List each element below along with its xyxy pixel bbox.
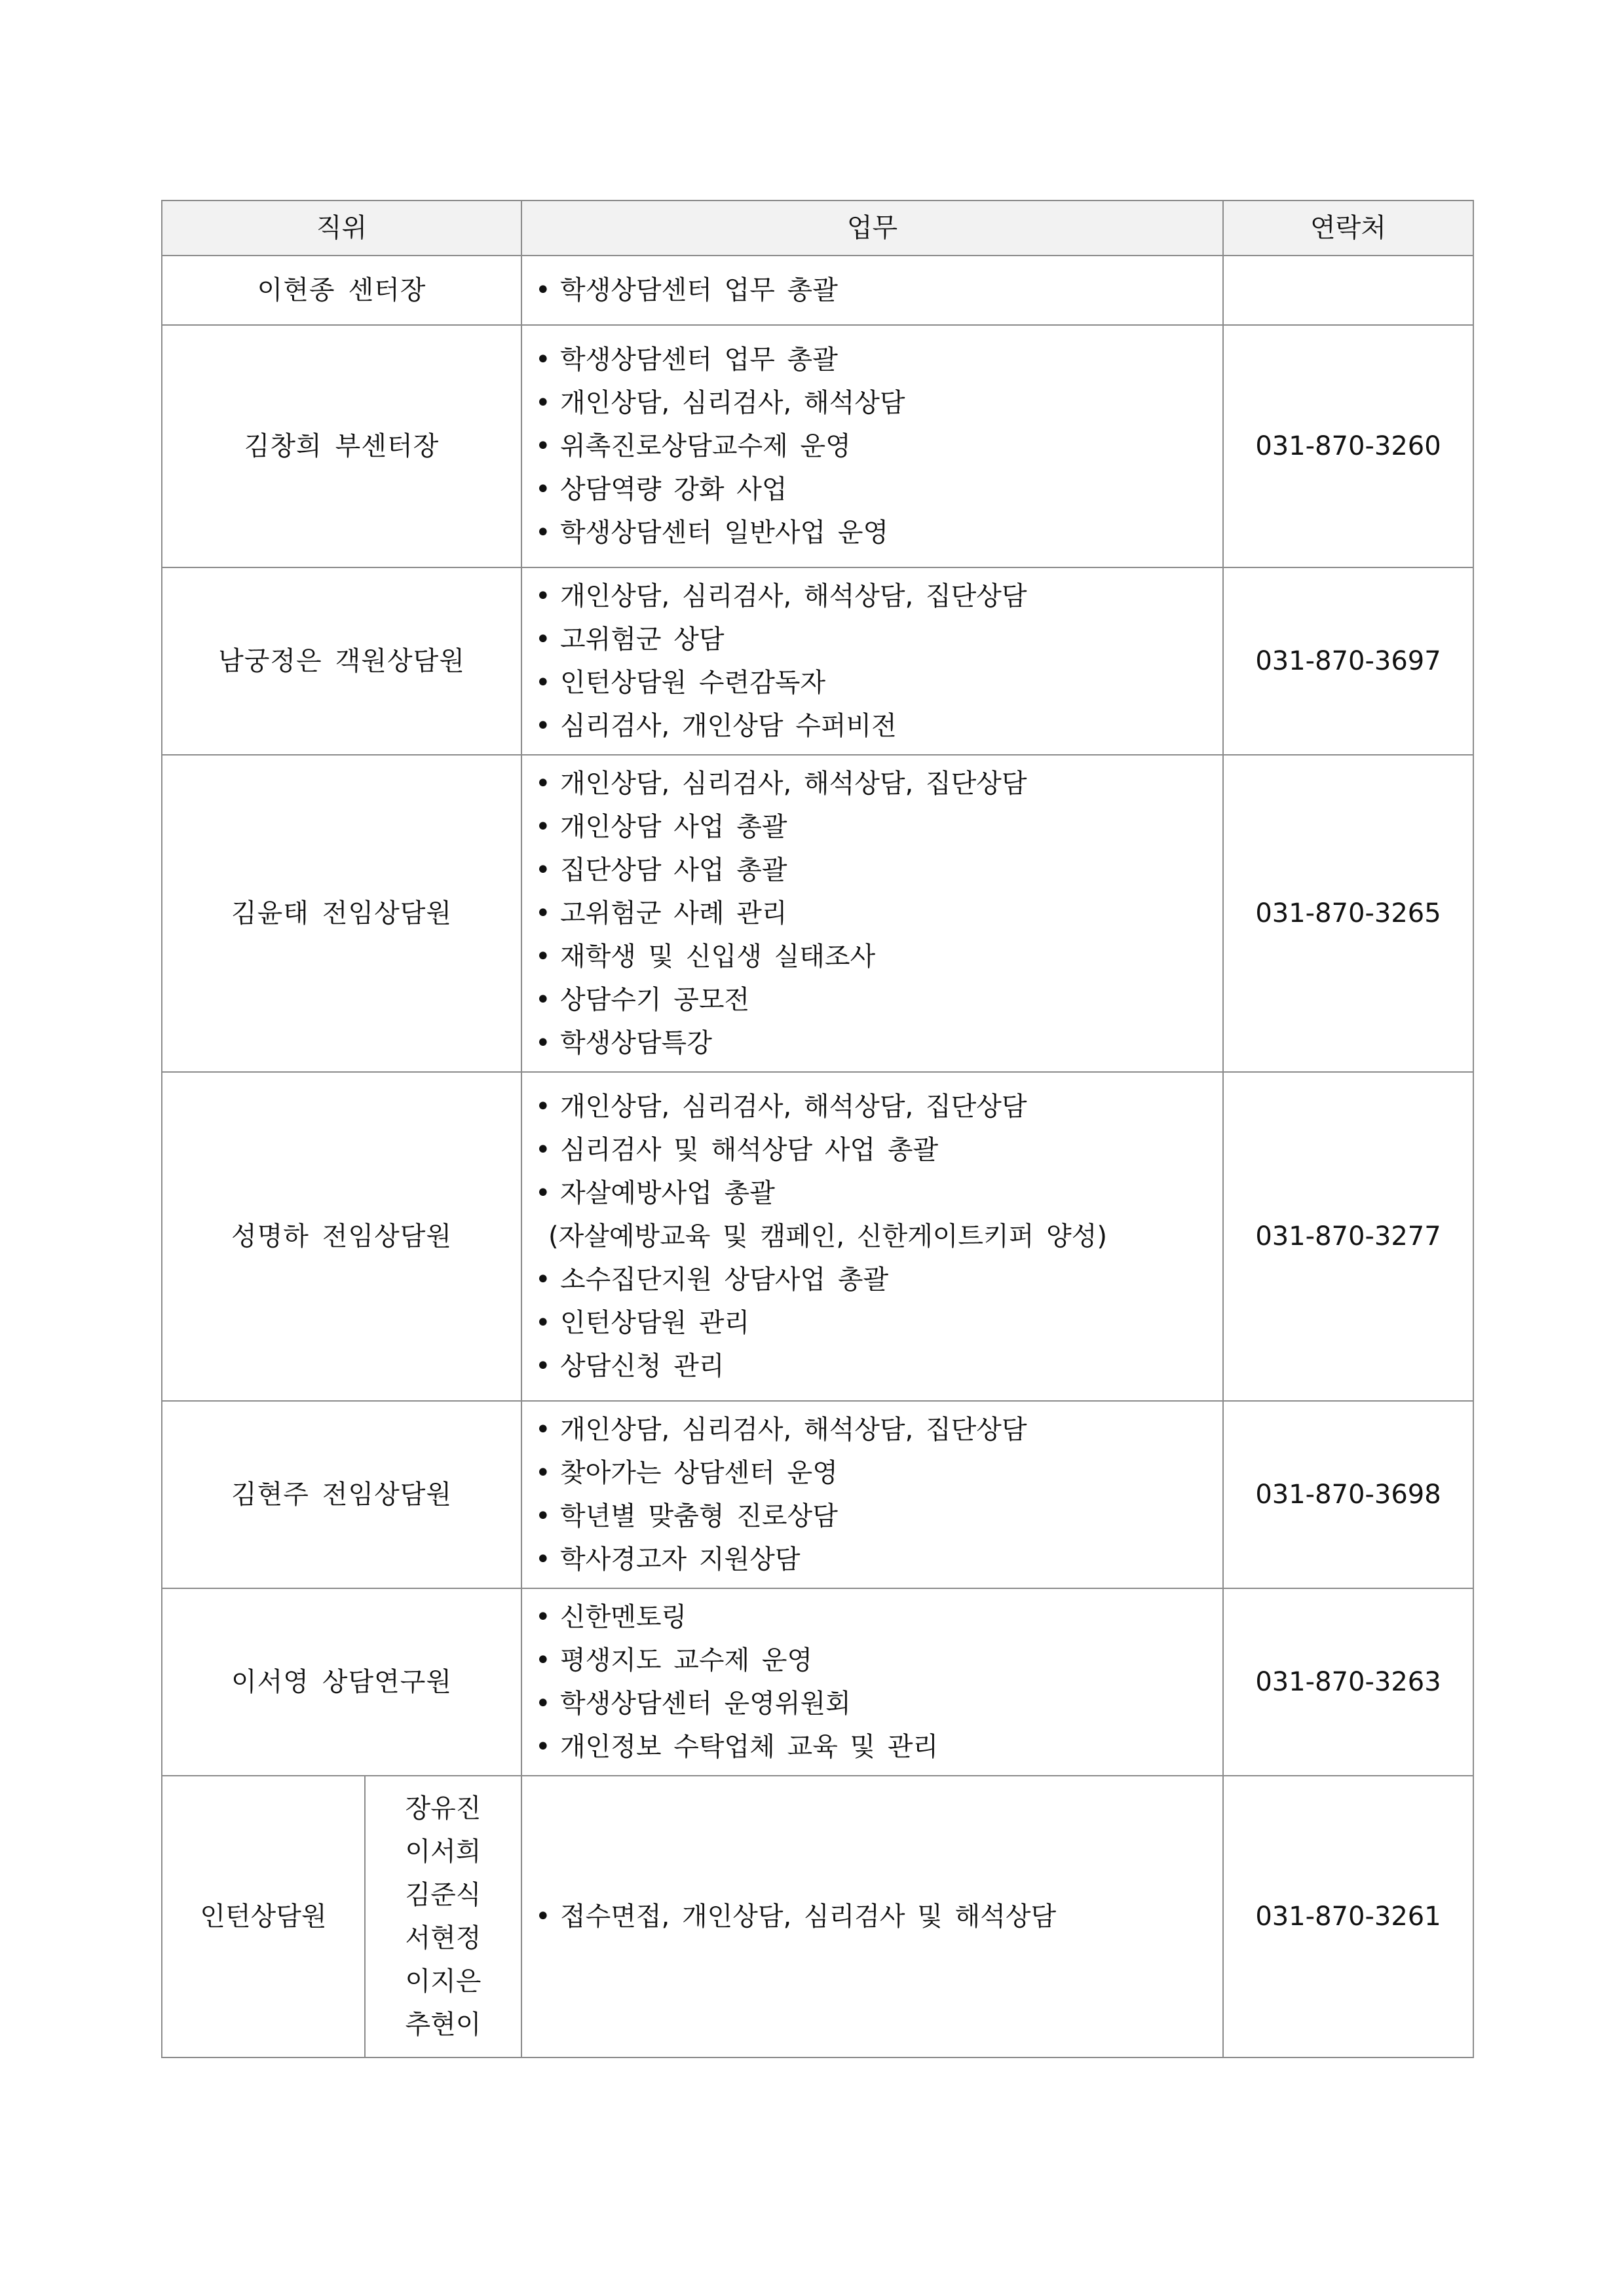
bullet-icon: •	[535, 1415, 551, 1445]
bullet-icon: •	[535, 474, 551, 505]
bullet-icon: •	[535, 942, 551, 972]
duty-item	[535, 511, 1222, 554]
bullet-icon: •	[535, 855, 551, 885]
bullet-icon: •	[535, 812, 551, 842]
duty-cell	[521, 256, 1223, 325]
duty-text: 학년별 맞춤형 진로상담	[560, 1501, 838, 1531]
duty-item	[535, 704, 1222, 748]
staff-name: 남궁정은	[218, 646, 322, 676]
bullet-icon: •	[535, 1458, 551, 1488]
duty-text: 학생상담센터 운영위원회	[560, 1689, 851, 1719]
duty-item	[535, 762, 1222, 805]
bullet-icon: •	[535, 711, 551, 741]
bullet-icon: •	[535, 518, 551, 548]
staff-title: 센터장	[348, 275, 426, 305]
intern-duty-cell	[521, 1776, 1223, 2057]
bullet-icon: •	[535, 985, 551, 1015]
duty-item	[535, 1408, 1222, 1451]
position-cell	[162, 256, 521, 325]
duty-cell	[521, 1401, 1223, 1588]
duty-cell	[521, 755, 1223, 1072]
contact-cell: 031-870-3260	[1223, 325, 1473, 567]
intern-names	[365, 1776, 521, 2057]
duty-text: 학생상담센터 일반사업 운영	[560, 518, 889, 548]
header-row	[162, 201, 1473, 256]
duty-text: 개인상담, 심리검사, 해석상담, 집단상담	[560, 581, 1027, 611]
intern-name: 서현정	[405, 1923, 482, 1953]
staff-name: 김현주	[231, 1480, 309, 1510]
bullet-icon: •	[535, 898, 551, 928]
position-cell	[162, 1072, 521, 1401]
duty-item	[535, 1258, 1222, 1301]
duty-item	[535, 425, 1222, 468]
bullet-icon: •	[535, 1092, 551, 1122]
staff-row	[162, 1588, 1473, 1776]
intern-body	[162, 1776, 1473, 2057]
duty-text: 인턴상담원 관리	[560, 1308, 750, 1338]
bullet-icon: •	[535, 275, 551, 305]
duty-text: 학생상담센터 업무 총괄	[560, 345, 838, 375]
duty-cell	[521, 1072, 1223, 1401]
intern-row	[162, 1776, 1473, 2057]
contact-cell: 031-870-3697	[1223, 567, 1473, 755]
duty-item	[535, 1022, 1222, 1065]
bullet-icon: •	[535, 624, 551, 655]
staff-table	[161, 200, 1474, 2058]
staff-row	[162, 256, 1473, 325]
duty-text: 심리검사 및 해석상담 사업 총괄	[560, 1135, 939, 1165]
duty-item	[535, 1301, 1222, 1345]
duty-item	[535, 1451, 1222, 1495]
position-cell	[162, 755, 521, 1072]
duty-text: 재학생 및 신입생 실태조사	[560, 942, 876, 972]
staff-name: 이서영	[231, 1667, 309, 1697]
duty-text: 집단상담 사업 총괄	[560, 855, 787, 885]
bullet-icon: •	[535, 1602, 551, 1632]
duty-item	[535, 468, 1222, 511]
position-cell	[162, 1401, 521, 1588]
duty-item	[535, 269, 1222, 312]
bullet-icon: •	[535, 1135, 551, 1165]
bullet-icon: •	[535, 1028, 551, 1058]
staff-name: 성명하	[231, 1221, 309, 1252]
bullet-icon: •	[535, 769, 551, 799]
staff-title: 전임상담원	[322, 898, 453, 928]
duty-text: 소수집단지원 상담사업 총괄	[560, 1265, 889, 1295]
duty-item	[535, 1172, 1222, 1215]
bullet-icon: •	[535, 388, 551, 418]
staff-title: 부센터장	[335, 431, 440, 461]
duty-list	[535, 269, 1222, 312]
staff-title: 상담연구원	[322, 1667, 453, 1697]
bullet-icon: •	[535, 1308, 551, 1338]
duty-item	[535, 1345, 1222, 1388]
duty-item	[535, 1639, 1222, 1682]
duty-item	[535, 1128, 1222, 1172]
duty-item	[535, 935, 1222, 978]
position-cell	[162, 567, 521, 755]
duty-text: 자살예방사업 총괄	[560, 1178, 775, 1208]
duty-text: 학생상담센터 업무 총괄	[560, 275, 838, 305]
staff-body	[162, 256, 1473, 1776]
duty-item	[535, 1085, 1222, 1128]
bullet-icon: •	[535, 1689, 551, 1719]
duty-text: 개인상담, 심리검사, 해석상담, 집단상담	[560, 769, 1027, 799]
bullet-icon: •	[535, 1178, 551, 1208]
duty-cell	[521, 325, 1223, 567]
duty-text: 접수면접, 개인상담, 심리검사 및 해석상담	[560, 1902, 1057, 1932]
header-duty: 업무	[521, 201, 1223, 256]
header-position: 직위	[162, 201, 521, 256]
contact-cell: 031-870-3265	[1223, 755, 1473, 1072]
duty-text: 학사경고자 지원상담	[560, 1544, 801, 1575]
duty-list	[535, 762, 1222, 1065]
duty-cell	[521, 567, 1223, 755]
duty-list	[535, 1596, 1222, 1769]
duty-item	[535, 1538, 1222, 1581]
duty-item	[535, 1725, 1222, 1769]
duty-item	[535, 381, 1222, 425]
duty-item	[535, 805, 1222, 849]
bullet-icon: •	[535, 1902, 551, 1932]
duty-text: 학생상담특강	[560, 1028, 712, 1058]
duty-text: 개인상담, 심리검사, 해석상담, 집단상담	[560, 1415, 1027, 1445]
duty-item	[535, 338, 1222, 381]
bullet-icon: •	[535, 345, 551, 375]
duty-text: 상담수기 공모전	[560, 985, 750, 1015]
duty-list	[535, 1085, 1222, 1388]
duty-list	[535, 1408, 1222, 1581]
intern-name: 추현이	[405, 2010, 482, 2040]
staff-row	[162, 325, 1473, 567]
duty-item	[535, 849, 1222, 892]
duty-text: 개인정보 수탁업체 교육 및 관리	[560, 1732, 939, 1762]
duty-text: 위촉진로상담교수제 운영	[560, 431, 851, 461]
staff-title: 전임상담원	[322, 1480, 453, 1510]
staff-row	[162, 1072, 1473, 1401]
duty-list	[535, 575, 1222, 748]
intern-name: 김준식	[405, 1880, 482, 1910]
duty-text: 고위험군 사례 관리	[560, 898, 787, 928]
duty-text: 상담역량 강화 사업	[560, 474, 787, 505]
duty-item	[535, 661, 1222, 704]
staff-row	[162, 1401, 1473, 1588]
duty-text: 개인상담, 심리검사, 해석상담, 집단상담	[560, 1092, 1027, 1122]
intern-name: 이지은	[405, 1966, 482, 1997]
bullet-icon: •	[535, 1645, 551, 1675]
duty-item	[535, 1495, 1222, 1538]
duty-list	[535, 338, 1222, 554]
intern-name: 이서희	[405, 1837, 482, 1867]
duty-list	[535, 1895, 1222, 1938]
header-contact: 연락처	[1223, 201, 1473, 256]
duty-item	[535, 892, 1222, 935]
staff-row	[162, 567, 1473, 755]
duty-item	[535, 1682, 1222, 1725]
bullet-icon: •	[535, 668, 551, 698]
contact-cell: 031-870-3263	[1223, 1588, 1473, 1776]
duty-item	[535, 1895, 1222, 1938]
duty-text: (자살예방교육 및 캠페인, 신한게이트키퍼 양성)	[548, 1221, 1107, 1252]
duty-text: 심리검사, 개인상담 수퍼비전	[560, 711, 897, 741]
bullet-icon: •	[535, 1501, 551, 1531]
bullet-icon: •	[535, 431, 551, 461]
position-cell	[162, 325, 521, 567]
contact-cell	[1223, 256, 1473, 325]
bullet-icon: •	[535, 581, 551, 611]
duty-text: 개인상담, 심리검사, 해석상담	[560, 388, 905, 418]
duty-text: 개인상담 사업 총괄	[560, 812, 787, 842]
duty-text: 인턴상담원 수련감독자	[560, 668, 826, 698]
intern-contact: 031-870-3261	[1223, 1776, 1473, 2057]
contact-cell: 031-870-3277	[1223, 1072, 1473, 1401]
duty-text: 신한멘토링	[560, 1602, 687, 1632]
bullet-icon: •	[535, 1732, 551, 1762]
intern-label: 인턴상담원	[162, 1776, 365, 2057]
duty-item	[535, 1215, 1222, 1258]
bullet-icon: •	[535, 1351, 551, 1381]
contact-cell: 031-870-3698	[1223, 1401, 1473, 1588]
staff-title: 객원상담원	[335, 646, 465, 676]
staff-name: 김윤태	[231, 898, 309, 928]
staff-name: 이현종	[257, 275, 335, 305]
position-cell	[162, 1588, 521, 1776]
duty-item	[535, 575, 1222, 618]
staff-row	[162, 755, 1473, 1072]
duty-text: 고위험군 상담	[560, 624, 725, 655]
duty-item	[535, 1596, 1222, 1639]
duty-item	[535, 978, 1222, 1022]
duty-cell	[521, 1588, 1223, 1776]
duty-text: 찾아가는 상담센터 운영	[560, 1458, 838, 1488]
staff-name: 김창희	[244, 431, 322, 461]
staff-title: 전임상담원	[322, 1221, 453, 1252]
duty-item	[535, 618, 1222, 661]
duty-text: 상담신청 관리	[560, 1351, 725, 1381]
duty-text: 평생지도 교수제 운영	[560, 1645, 813, 1675]
bullet-icon: •	[535, 1544, 551, 1575]
bullet-icon: •	[535, 1265, 551, 1295]
intern-name: 장유진	[405, 1793, 482, 1824]
